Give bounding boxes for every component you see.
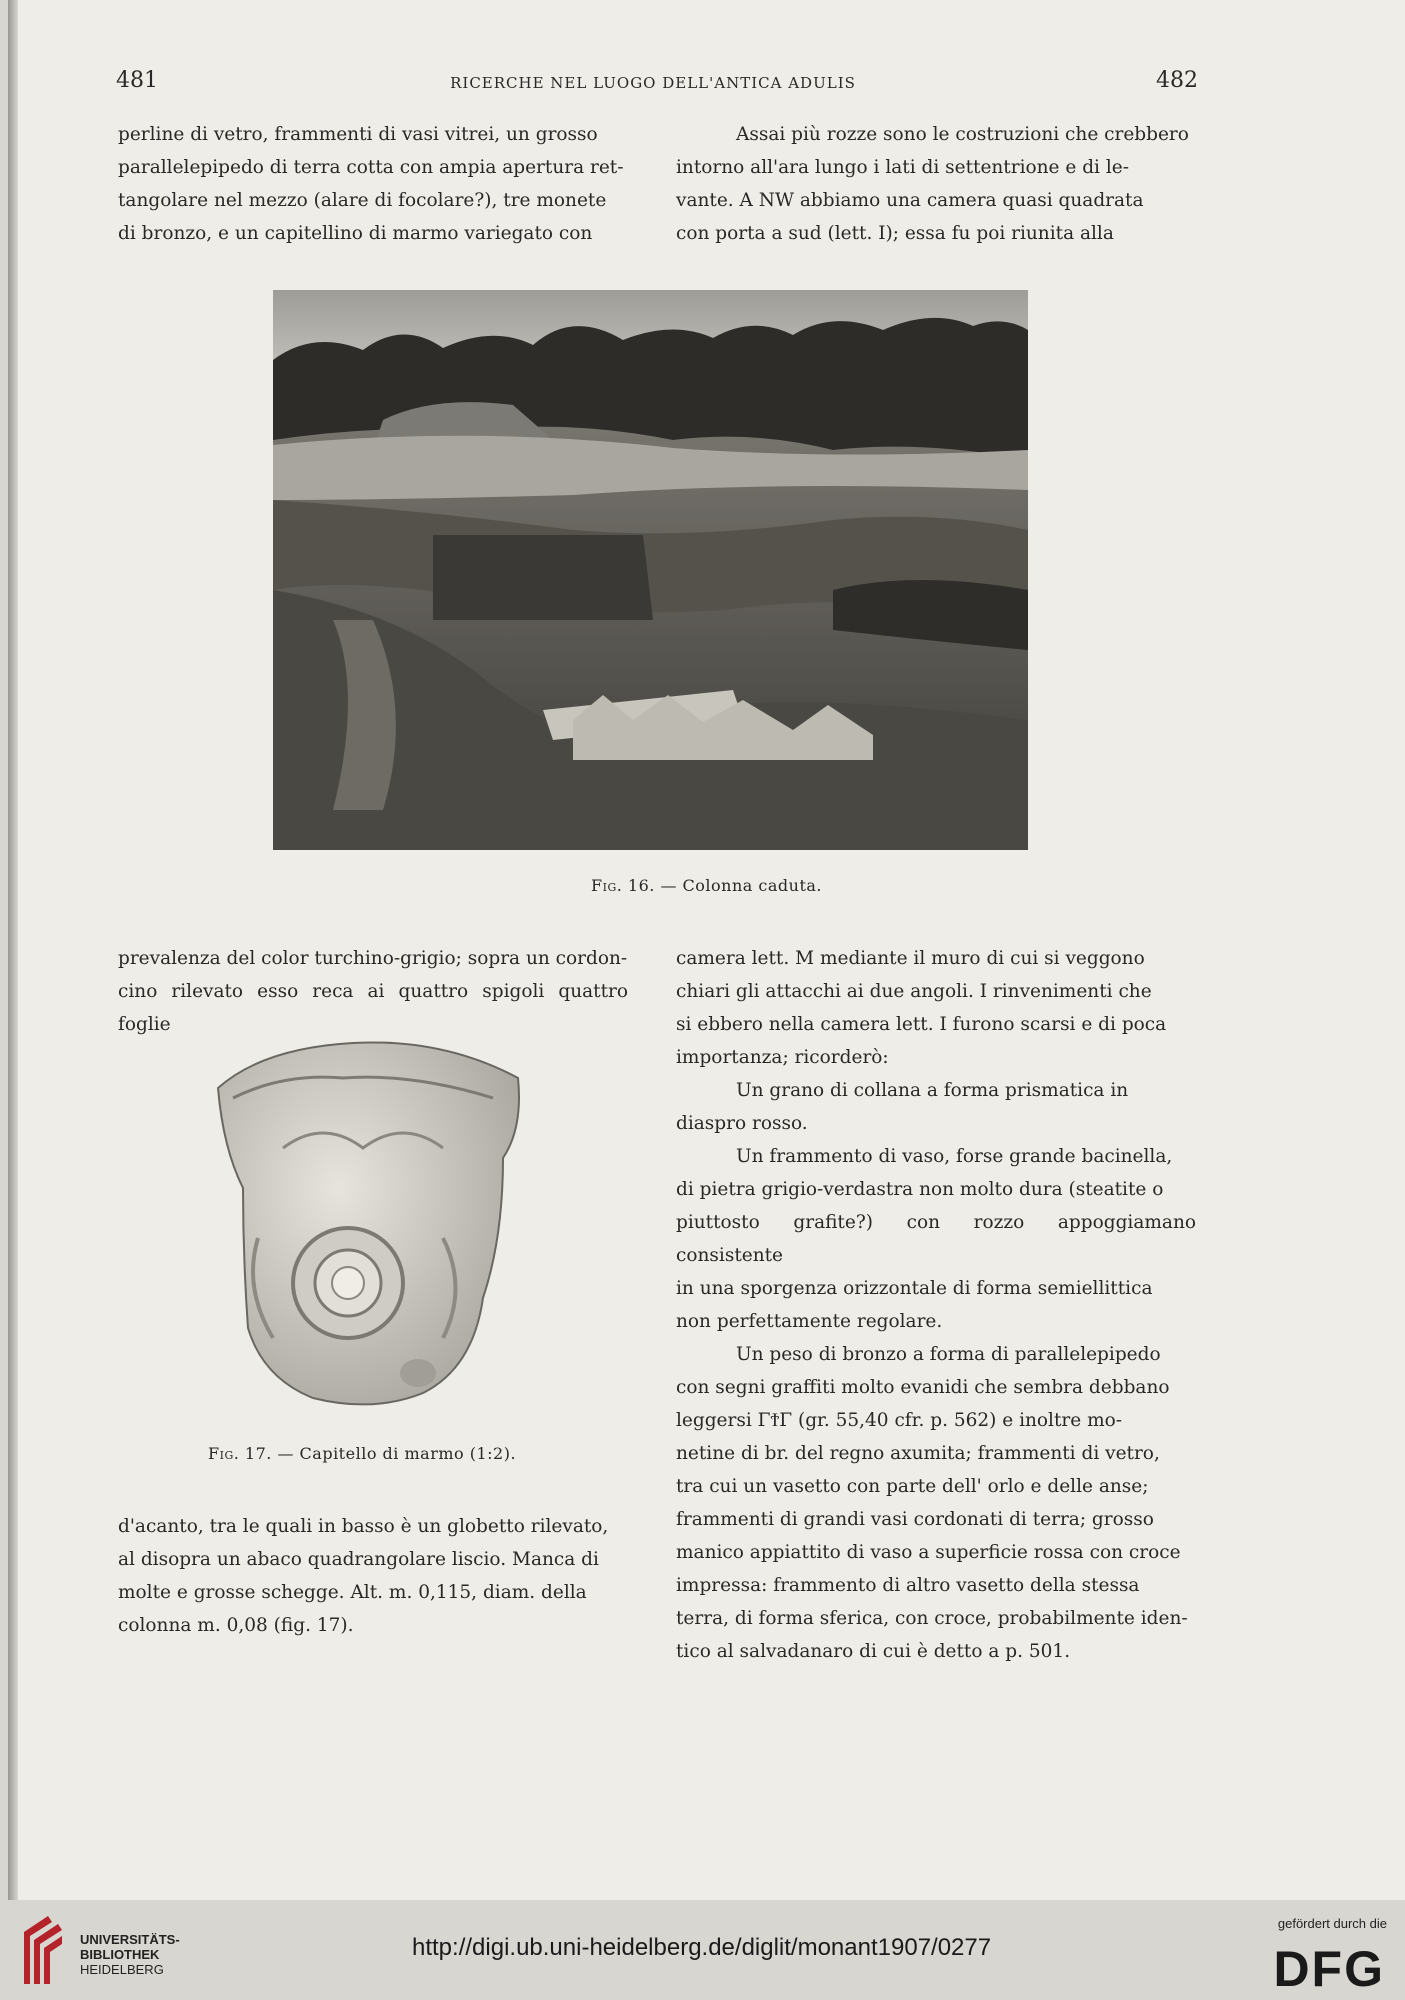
text-line: importanza; ricorderò: [676, 1047, 889, 1068]
text-line: terra, di forma sferica, con croce, probabilmente iden- [676, 1608, 1188, 1629]
text-line: netine di br. del regno axumita; frammenti di vetro, [676, 1443, 1160, 1464]
excavation-photo [273, 290, 1028, 850]
figure-label: Fig. 16. [591, 876, 655, 895]
text-line: in una sporgenza orizzontale di forma semiellittica [676, 1278, 1153, 1299]
page-number-right: 482 [1156, 68, 1198, 93]
funder-label: gefördert durch die [1277, 1916, 1387, 1931]
text-line: parallelepipedo di terra cotta con ampia apertura ret- [118, 157, 624, 178]
right-column-top [676, 118, 1191, 250]
library-name-line: BIBLIOTHEK [80, 1947, 160, 1962]
text-line: Un grano di collana a forma prismatica in [736, 1080, 1129, 1101]
figure-17-capital-drawing [203, 1038, 533, 1418]
running-head [108, 68, 1198, 98]
text-line: diaspro rosso. [676, 1113, 808, 1134]
text-line: tico al salvadanaro di cui è detto a p. 501. [676, 1641, 1071, 1662]
text-line: al disopra un abaco quadrangolare liscio. Manca di [118, 1549, 599, 1570]
right-column-bottom [676, 942, 1196, 1668]
figure-16-caption [8, 876, 1405, 895]
viewer-footer [0, 1900, 1405, 2000]
figure-17-caption [208, 1444, 516, 1463]
text-line: Un peso di bronzo a forma di parallelepipedo [736, 1344, 1161, 1365]
text-line: con segni graffiti molto evanidi che sembra debbano [676, 1377, 1170, 1398]
text-line: di bronzo, e un capitellino di marmo variegato con [118, 223, 593, 244]
caption-text: — Colonna caduta. [660, 876, 822, 895]
left-column-middle [118, 942, 628, 1041]
text-line: prevalenza del color turchino-grigio; sopra un cordon- [118, 948, 628, 969]
dfg-logo[interactable]: DFG [1273, 1941, 1385, 1997]
text-line: non perfettamente regolare. [676, 1311, 943, 1332]
library-name[interactable] [80, 1932, 180, 1977]
text-line: colonna m. 0,08 (fig. 17). [118, 1615, 354, 1636]
text-line: si ebbero nella camera lett. I furono scarsi e di poca [676, 1014, 1167, 1035]
text-line: vante. A NW abbiamo una camera quasi quadrata [676, 190, 1144, 211]
text-line: camera lett. M mediante il muro di cui si veggono [676, 948, 1145, 969]
text-line: di pietra grigio-verdastra non molto dura (steatite o [676, 1179, 1164, 1200]
marble-capital-illustration [203, 1038, 533, 1418]
text-line: Assai più rozze sono le costruzioni che crebbero [736, 124, 1189, 145]
permalink-url[interactable]: http://digi.ub.uni-heidelberg.de/diglit/monant1907/0277 [412, 1934, 992, 1961]
text-line: intorno all'ara lungo i lati di settentrione e di le- [676, 157, 1129, 178]
text-line: Un frammento di vaso, forse grande bacinella, [736, 1146, 1173, 1167]
text-line: manico appiattito di vaso a superficie rossa con croce [676, 1542, 1181, 1563]
text-line: d'acanto, tra le quali in basso è un globetto rilevato, [118, 1516, 609, 1537]
text-line: cino rilevato esso reca ai quattro spigoli quattro foglie [118, 981, 628, 1035]
library-name-line: HEIDELBERG [80, 1962, 164, 1977]
text-line: molte e grosse schegge. Alt. m. 0,115, diam. della [118, 1582, 587, 1603]
university-library-logo-icon[interactable] [18, 1912, 66, 1988]
page-gutter-shadow [8, 0, 18, 1900]
text-line: perline di vetro, frammenti di vasi vitrei, un grosso [118, 124, 598, 145]
text-line: impressa: frammento di altro vasetto della stessa [676, 1575, 1140, 1596]
text-line: leggersi ΓϮΓ (gr. 55,40 cfr. p. 562) e inoltre mo- [676, 1410, 1122, 1431]
text-line: chiari gli attacchi ai due angoli. I rinvenimenti che [676, 981, 1152, 1002]
book-page [8, 0, 1405, 1900]
page-number-left: 481 [116, 68, 158, 93]
text-line: frammenti di grandi vasi cordonati di terra; grosso [676, 1509, 1154, 1530]
caption-text: — Capitello di marmo (1:2). [277, 1444, 517, 1463]
text-line: piuttosto grafite?) con rozzo appoggiamano consistente [676, 1212, 1196, 1266]
left-column-top [118, 118, 628, 250]
text-line: con porta a sud (lett. I); essa fu poi riunita alla [676, 223, 1114, 244]
text-line: tra cui un vasetto con parte dell' orlo e delle anse; [676, 1476, 1149, 1497]
left-column-bottom [118, 1510, 628, 1642]
library-name-line: UNIVERSITÄTS- [80, 1932, 180, 1947]
figure-16-photo [273, 290, 1028, 850]
running-title: RICERCHE NEL LUOGO DELL'ANTICA ADULIS [450, 74, 856, 92]
figure-label: Fig. 17. [208, 1444, 272, 1463]
text-line: tangolare nel mezzo (alare di focolare?), tre monete [118, 190, 607, 211]
